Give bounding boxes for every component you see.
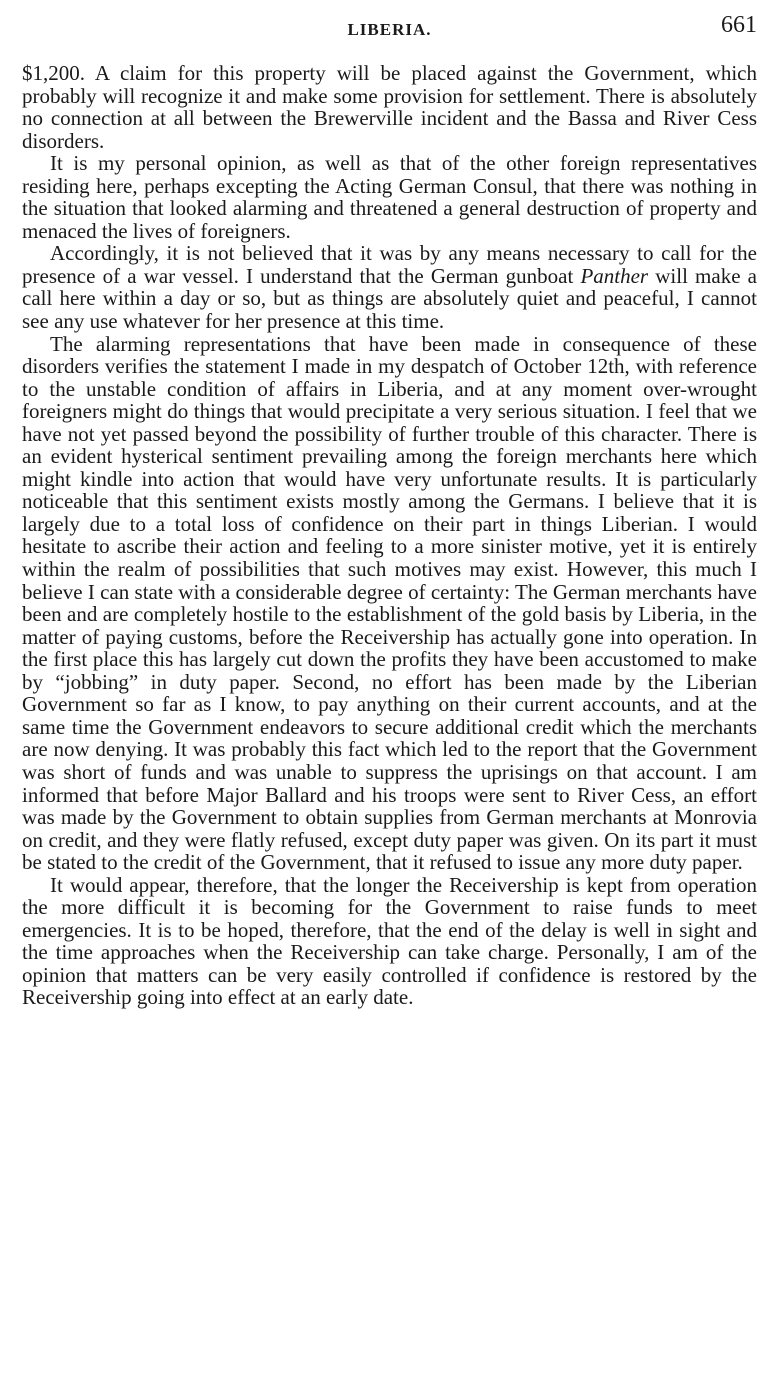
paragraph-2: It is my personal opinion, as well as that of the other foreign representatives residing here, perhaps excepting the Acting German Consul, that there was nothing in the situation that looked alarming and threatened a general destruction of property and menaced the lives of foreigners. (22, 151, 757, 243)
ship-name: Panther (580, 263, 649, 288)
paragraph-4: The alarming representations that have been made in consequence of these disorders verifies the statement I made in my despatch of October 12th, with reference to the unstable condition of affairs in Liberia, and at any moment over-wrought foreigners might do things that would precipitate a very serious situation. I feel that we have not yet passed beyond the possibility of further trouble of this character. There is an evident hysterical sentiment prevailing among the foreign merchants here which might kindle into action that would have very unfortunate results. It is particularly noticeable that this sentiment exists mostly among the Germans. I believe that it is largely due to a total loss of confidence on their part in things Liberian. I would hesitate to ascribe their action and feeling to a more sinister motive, yet it is entirely within the realm of possibilities that such motives may exist. However, this much I believe I can state with a considerable degree of certainty: The German merchants have been and are completely hostile to the establishment of the gold basis by Liberia, in the matter of paying customs, before the Receivership has actually gone into operation. In the first place this has largely cut down the profits they have been accustomed to make by “jobbing” in duty paper. Second, no effort has been made by the Liberian Government so far as I know, to pay anything on their current accounts, and at the same time the Government endeavors to secure additional credit which the merchants are now denying. It was probably this fact which led to the report that the Government was short of funds and was unable to suppress the uprisings on that account. I am informed that before Major Ballard and his troops were sent to River Cess, an effort was made by the Government to obtain supplies from German merchants at Monrovia on credit, and they were flatly refused, except duty paper was given. On its part it must be stated to the credit of the Government, that it refused to issue any more duty paper. (22, 331, 757, 875)
paragraph-5: It would appear, therefore, that the longer the Receivership is kept from operation the more difficult it is becoming for the Government to raise funds to meet emergencies. It is to be hoped, therefore, that the end of the delay is well in sight and the time approaches when the Receivership can take charge. Personally, I am of the opinion that matters can be very easily controlled if confidence is restored by the Receivership going into effect at an early date. (22, 872, 757, 1010)
paragraph-3-text-before: Accordingly, it is not believed that it was by any means necessary to call for the presence of a war vessel. I understand that the German gunboat (22, 241, 757, 288)
running-title: LIBERIA. (347, 20, 432, 39)
paragraph-3-text-after: will make a call here within a day or so, but as things are absolutely quiet and peaceful, I cannot see any use whatever for her presence at this time. (22, 263, 758, 334)
page-number: 661 (721, 12, 757, 38)
running-head (22, 8, 757, 44)
paragraph-1: $1,200. A claim for this property will be placed against the Government, which probably will recognize it and make some provision for settlement. There is absolutely no connection at all between the Brewerville incident and the Bassa and River Cess disorders. (22, 61, 757, 153)
paragraph-3 (22, 242, 757, 332)
body-text (22, 62, 757, 1009)
